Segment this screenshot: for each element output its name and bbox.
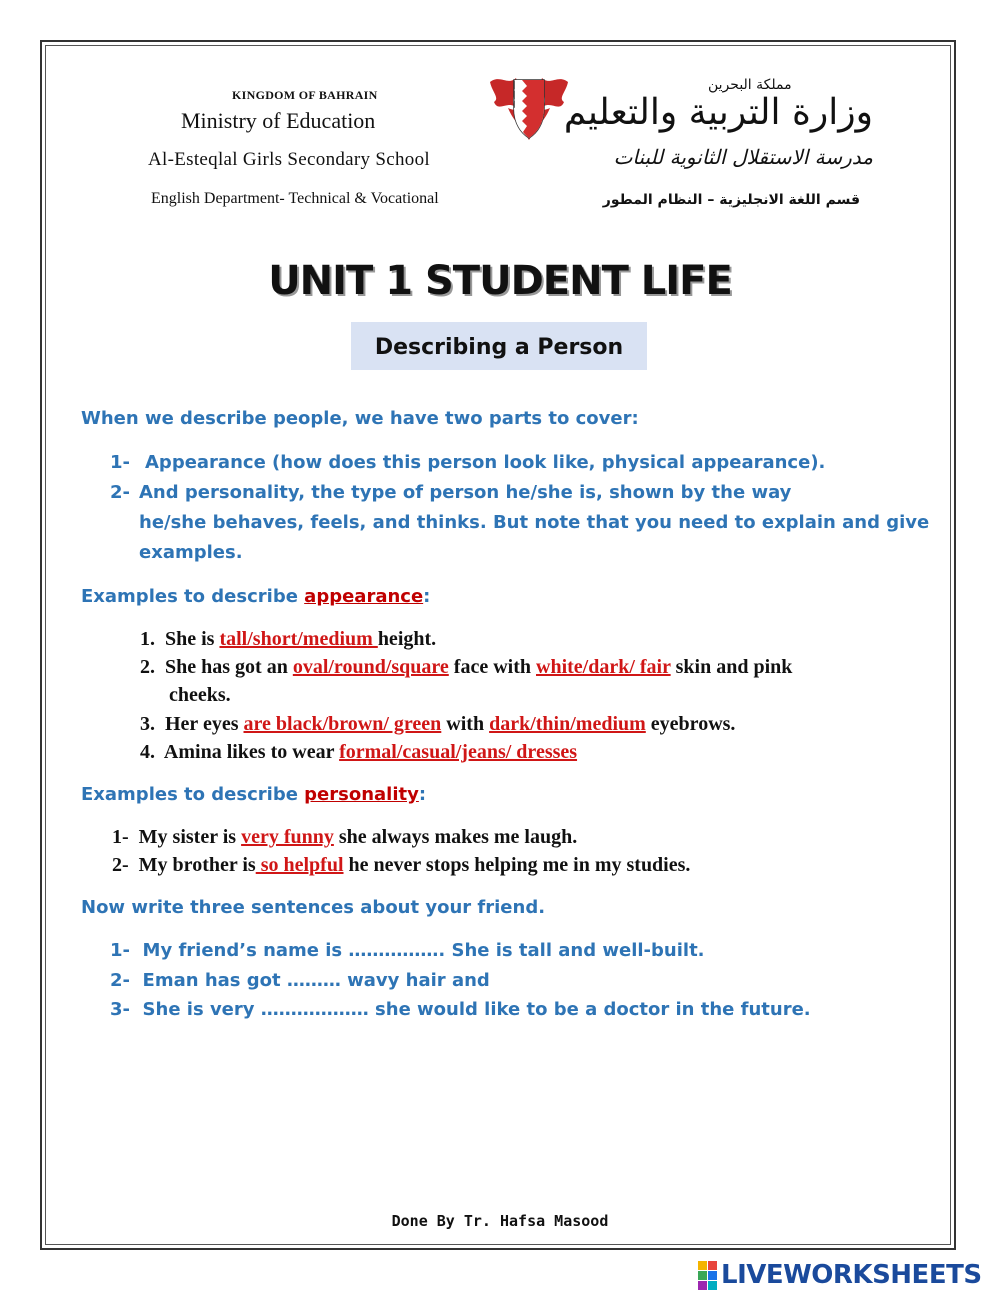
appearance-item-2-line-2: cheeks. (169, 684, 231, 706)
intro-text: When we describe people, we have two parts to cover: (81, 408, 639, 429)
header-department: English Department- Technical & Vocational (151, 190, 439, 207)
bahrain-coat-of-arms-icon (486, 72, 572, 144)
task-item-3: 3- She is very ……………… she would like to be a doctor in the future. (110, 999, 811, 1020)
appearance-item-2: 2. She has got an oval/round/square face with white/dark/ fair skin and pink (140, 656, 793, 678)
appearance-item-4: 4. Amina likes to wear formal/casual/jeans/ dresses (140, 741, 578, 763)
liveworksheets-brand-name: LIVEWORKSHEETS (721, 1260, 982, 1290)
task-item-2: 2- Eman has got ……… wavy hair and (110, 970, 490, 991)
personality-item-2: 2- My brother is so helpful he never stops helping me in my studies. (112, 854, 691, 876)
header-school: Al-Esteqlal Girls Secondary School (148, 149, 430, 170)
task-item-1: 1- My friend’s name is ……………. She is tall and well-built. (110, 940, 705, 961)
logo-square-3 (698, 1271, 707, 1280)
footer-credit: Done By Tr. Hafsa Masood (391, 1212, 609, 1230)
logo-square-6 (708, 1281, 717, 1290)
intro-item-2-line-2: he/she behaves, feels, and thinks. But note that you need to explain and give (139, 512, 930, 533)
header-arabic-ministry: وزارة التربية والتعليم (563, 92, 873, 133)
appearance-heading: Examples to describe appearance: (81, 586, 431, 607)
intro-item-1: Appearance (how does this person look like, physical appearance). (145, 452, 826, 473)
logo-square-2 (708, 1261, 717, 1270)
header-arabic-kingdom: مملكة البحرين (708, 77, 792, 93)
intro-item-2-line-1: And personality, the type of person he/she is, shown by the way (139, 482, 792, 503)
logo-square-5 (698, 1281, 707, 1290)
header-arabic-department: قسم اللغة الانجليزية – النظام المطور (602, 192, 860, 208)
page-subtitle: Describing a Person (374, 335, 624, 360)
header-ministry: Ministry of Education (181, 108, 376, 133)
liveworksheets-logo-icon (698, 1261, 717, 1290)
logo-square-4 (708, 1271, 717, 1280)
intro-item-num-1: 1- (110, 452, 130, 473)
appearance-item-3: 3. Her eyes are black/brown/ green with dark/thin/medium eyebrows. (140, 713, 736, 735)
header-arabic-school: مدرسة الاستقلال الثانوية للبنات (613, 145, 873, 169)
appearance-item-1: 1. She is tall/short/medium height. (140, 628, 437, 650)
logo-square-1 (698, 1261, 707, 1270)
header-kingdom: KINGDOM OF BAHRAIN (232, 88, 378, 102)
personality-item-1: 1- My sister is very funny she always makes me laugh. (112, 826, 578, 848)
personality-heading: Examples to describe personality: (81, 784, 427, 805)
intro-item-num-2: 2- (110, 482, 130, 503)
page-title: UNIT 1 STUDENT LIFE (268, 258, 732, 304)
liveworksheets-logo[interactable] (698, 1260, 982, 1290)
task-heading: Now write three sentences about your friend. (81, 897, 546, 918)
intro-item-2-line-3: examples. (139, 542, 243, 563)
